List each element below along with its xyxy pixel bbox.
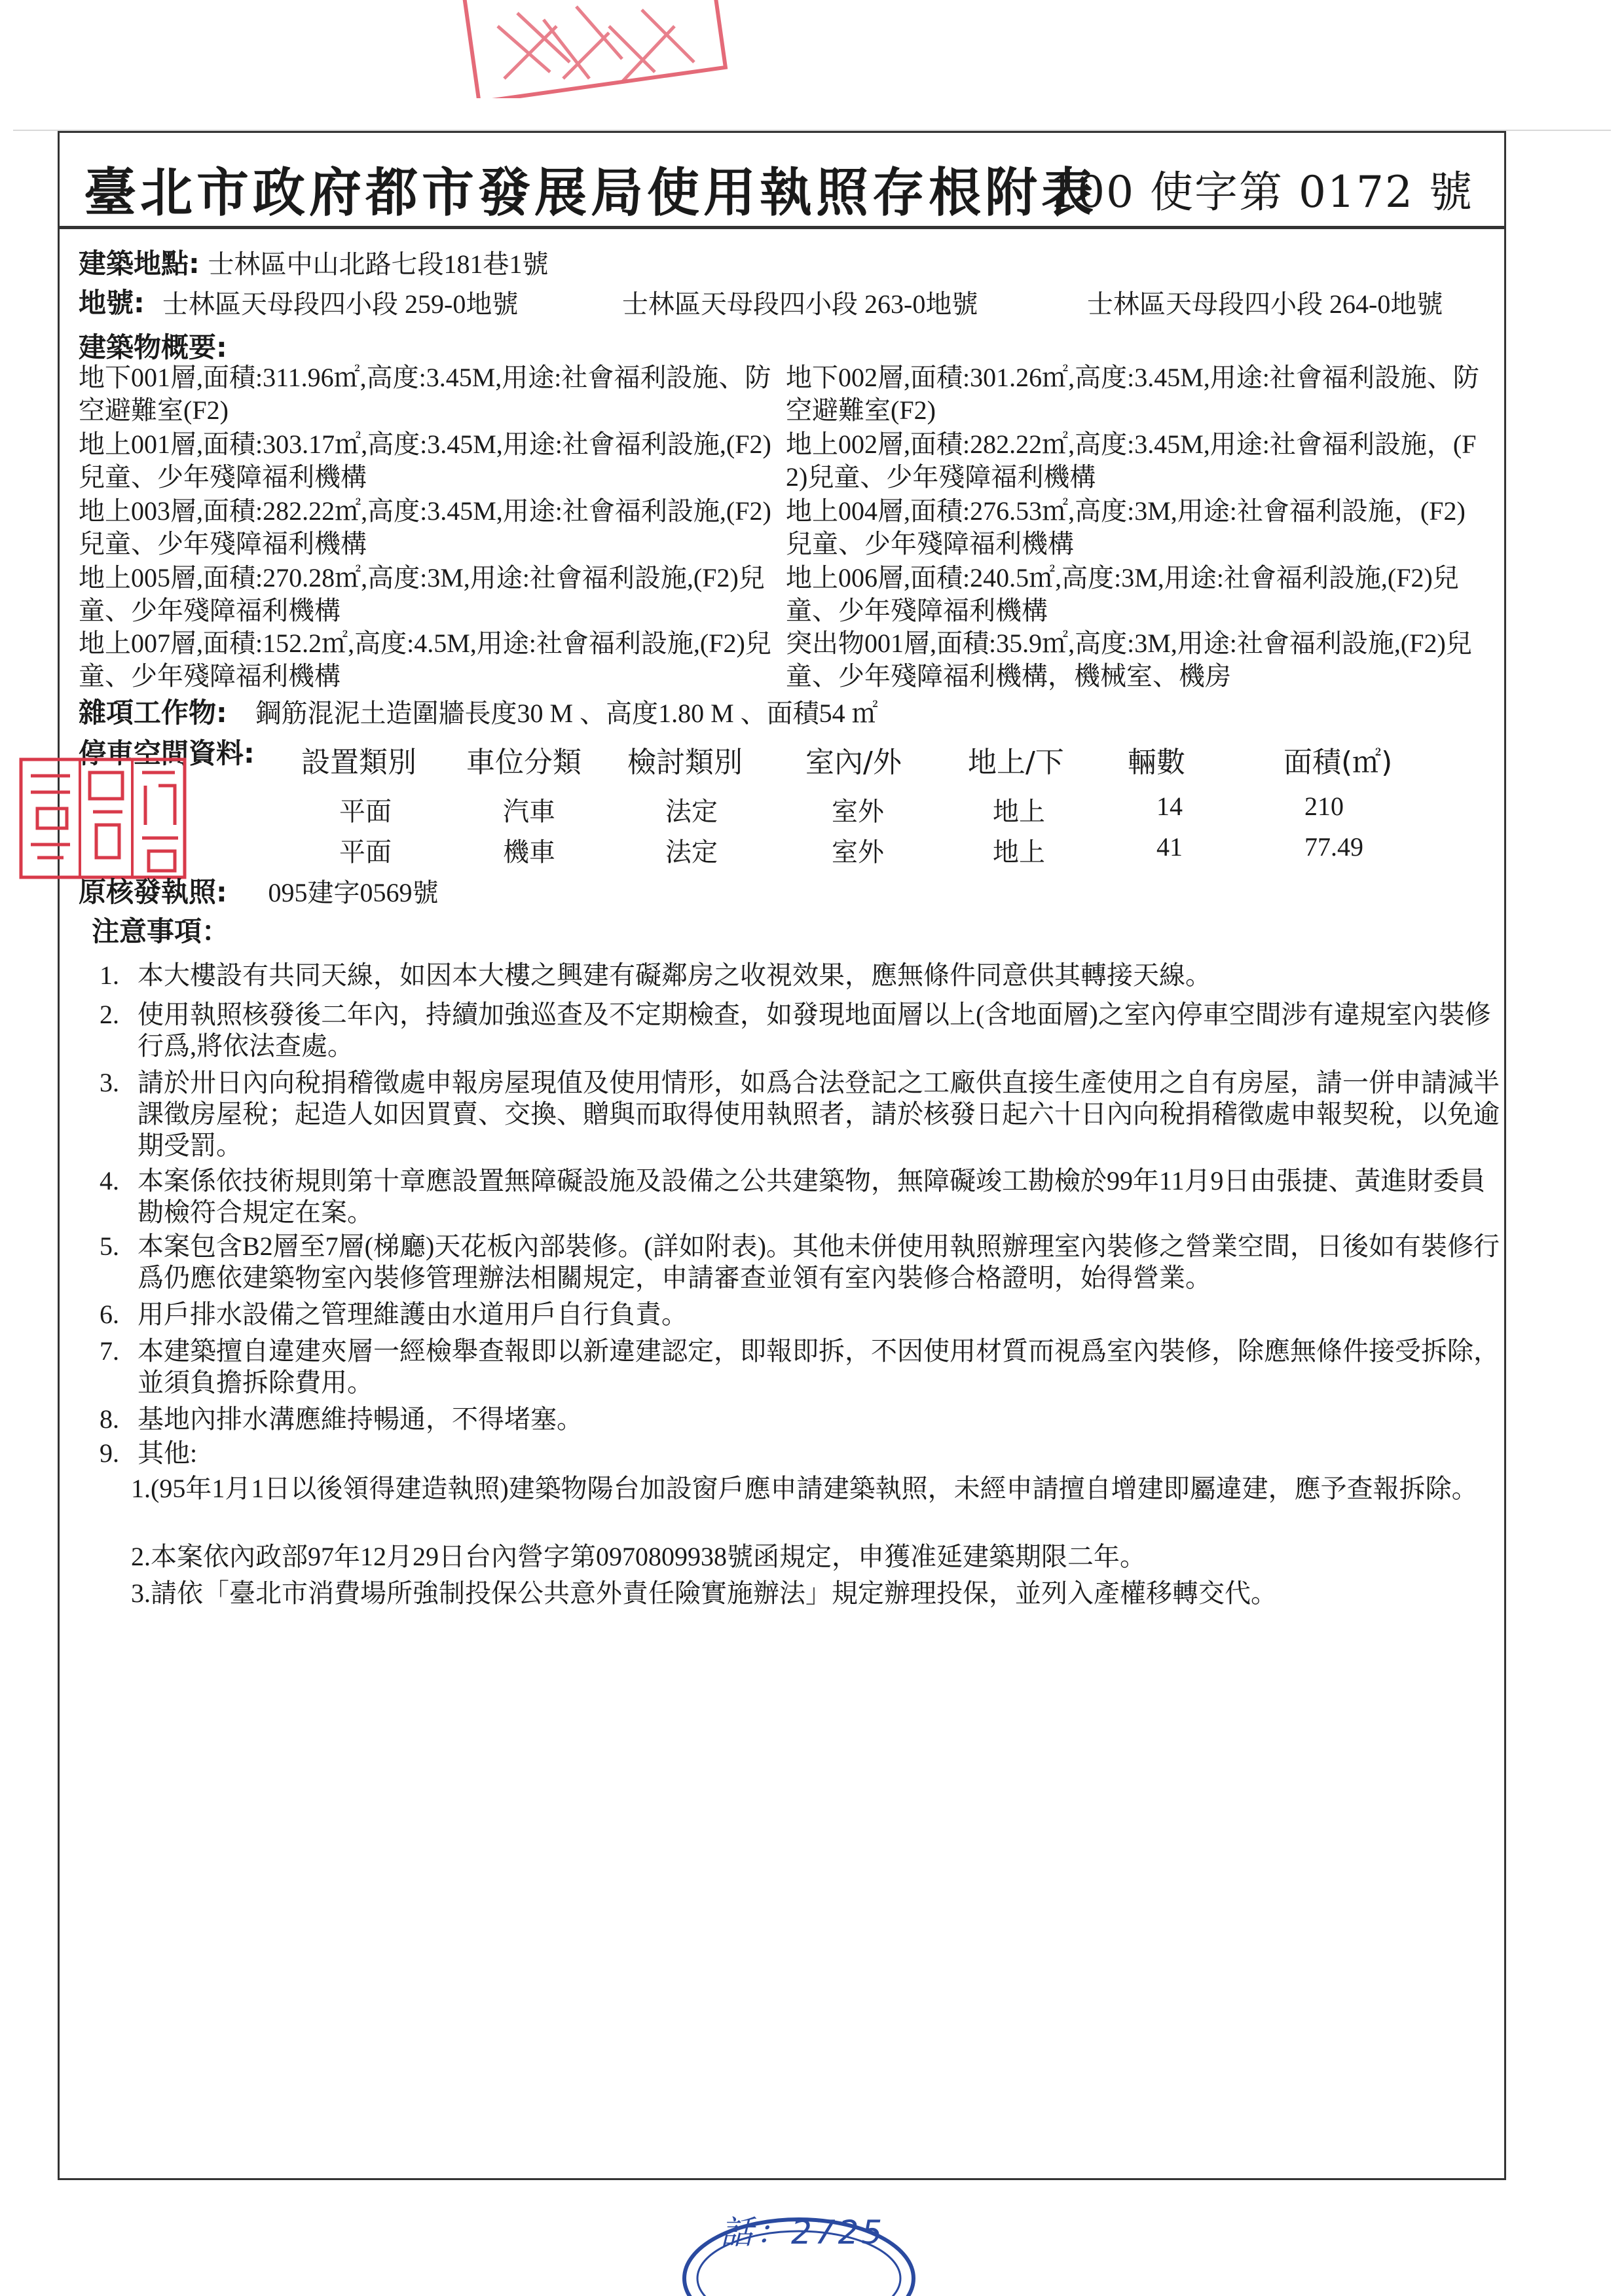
floor-entry-left: 地上001層,面積:303.17㎡,高度:3.45M,用途:社會福利設施,(F2)兒童、少年殘障福利機構 xyxy=(79,429,771,492)
parking-header: 車位分類 xyxy=(466,746,581,779)
note-item xyxy=(100,1299,1501,1330)
note-item xyxy=(100,1067,1501,1161)
red-seal-stamp-top xyxy=(458,0,733,98)
floor-entry-left: 地上007層,面積:152.2㎡,高度:4.5M,用途:社會福利設施,(F2)兒童、少年殘障福利機構 xyxy=(79,629,771,691)
parking-header: 地上/下 xyxy=(968,746,1064,779)
note-text: 用戶排水設備之管理維護由水道用戶自行負責。 xyxy=(138,1300,688,1329)
permit-number: 100 使字第 0172 號 xyxy=(1048,167,1473,217)
parking-cell: 地上 xyxy=(993,797,1045,826)
parking-cell: 法定 xyxy=(665,837,718,867)
note-item xyxy=(100,1438,1501,1469)
note-number: 4. xyxy=(100,1166,119,1195)
parking-cell: 14 xyxy=(1156,792,1183,821)
note-sub-item: 3.請依「臺北市消費場所強制投保公共意外責任險實施辦法」規定辦理投保，並列入產權移轉交代。 xyxy=(131,1578,1277,1608)
floor-entry-left: 地上003層,面積:282.22㎡,高度:3.45M,用途:社會福利設施,(F2)兒童、少年殘障福利機構 xyxy=(79,496,771,558)
note-item xyxy=(100,1336,1501,1398)
parking-cell: 地上 xyxy=(993,837,1045,867)
parking-cell: 室外 xyxy=(832,797,884,826)
site-value: 士林區中山北路七段181巷1號 xyxy=(208,249,549,279)
building-overview-label-row xyxy=(79,333,227,363)
parking-cell: 平面 xyxy=(339,797,392,826)
lots-label: 地號: xyxy=(79,287,145,319)
parking-cell: 汽車 xyxy=(503,797,555,826)
note-number: 5. xyxy=(100,1231,119,1261)
misc-work-value: 鋼筋混泥土造圍牆長度30 M 、高度1.80 M 、面積54 ㎡ xyxy=(255,699,878,728)
note-number: 8. xyxy=(100,1404,119,1434)
note-text: 使用執照核發後二年內，持續加強巡查及不定期檢查，如發現地面層以上(含地面層)之室內停車空間涉有違規室內裝修行爲,將依法查處。 xyxy=(138,1000,1491,1061)
parking-header: 輛數 xyxy=(1128,746,1185,779)
parking-header: 設置類別 xyxy=(301,746,416,779)
note-item xyxy=(100,960,1501,991)
parking-cell: 室外 xyxy=(832,837,884,867)
note-number: 7. xyxy=(100,1336,119,1366)
parking-cell: 210 xyxy=(1304,792,1344,821)
note-item xyxy=(100,1404,1501,1435)
floor-entry-right: 地下002層,面積:301.26㎡,高度:3.45M,用途:社會福利設施、防空避難室(F2) xyxy=(786,363,1479,425)
lot-item: 士林區天母段四小段 259-0地號 xyxy=(162,289,519,319)
lot-item: 士林區天母段四小段 264-0地號 xyxy=(1087,289,1443,319)
building-overview-label: 建築物概要: xyxy=(79,331,227,363)
note-text: 本建築擅自違建夾層一經檢舉查報即以新違建認定，即報即拆，不因使用材質而視爲室內裝修，除應無條件接受拆除，並須負擔拆除費用。 xyxy=(138,1336,1500,1397)
parking-header: 面積(㎡) xyxy=(1283,746,1393,779)
parking-label: 停車空間資料: xyxy=(79,737,255,769)
notes-label: 注意事項： xyxy=(92,915,230,947)
original-permit-row xyxy=(79,877,439,908)
site-label: 建築地點: xyxy=(79,247,200,280)
lot-item: 士林區天母段四小段 263-0地號 xyxy=(622,289,978,319)
note-text: 其他: xyxy=(138,1438,198,1468)
parking-cell: 41 xyxy=(1156,832,1183,862)
lots-label-row xyxy=(79,288,145,319)
note-text: 本案係依技術規則第十章應設置無障礙設施及設備之公共建築物，無障礙竣工勘檢於99年11月9日由張捷、黃進財委員勘檢符合規定在案。 xyxy=(138,1166,1486,1227)
note-item xyxy=(100,1165,1501,1228)
red-seal-stamp-left xyxy=(14,753,191,884)
note-number: 9. xyxy=(100,1438,119,1468)
floor-entry-right: 地上004層,面積:276.53㎡,高度:3M,用途:社會福利設施，(F2)兒童、少年殘障福利機構 xyxy=(786,496,1466,558)
note-text: 請於卅日內向稅捐稽徵處申報房屋現值及使用情形，如爲合法登記之工廠供直接生產使用之自有房屋，請一併申請減半課徵房屋稅；起造人如因買賣、交換、贈與而取得使用執照者，請於核發日起六十日內向稅捐稽徵處申報契稅，以免逾期受罰。 xyxy=(138,1068,1500,1160)
parking-header: 檢討類別 xyxy=(627,746,743,779)
note-number: 3. xyxy=(100,1068,119,1097)
notes-label-row xyxy=(92,917,229,947)
note-text: 本大樓設有共同天線，如因本大樓之興建有礙鄰房之收視效果，應無條件同意供其轉接天線。 xyxy=(138,960,1211,990)
note-text: 本案包含B2層至7層(梯廳)天花板內部裝修。(詳如附表)。其他未併使用執照辦理室內裝修之營業空間，日後如有裝修行爲仍應依建築物室內裝修管理辦法相關規定，申請審查並領有室內裝修合格證明，始得營業。 xyxy=(138,1231,1500,1292)
note-item xyxy=(100,999,1501,1062)
note-number: 2. xyxy=(100,1000,119,1029)
parking-cell: 77.49 xyxy=(1304,832,1363,862)
misc-work-label: 雜項工作物: xyxy=(79,697,227,729)
note-sub-item: 1.(95年1月1日以後領得建造執照)建築物陽台加設窗戶應申請建築執照，未經申請擅自增建即屬違建，應予查報拆除。 xyxy=(131,1474,1478,1503)
document-title: 臺北市政府都市發展局使用執照存根附表 xyxy=(84,162,1098,223)
stamp-bottom-text: 話：2725 xyxy=(720,2214,885,2251)
floor-entry-left: 地上005層,面積:270.28㎡,高度:3M,用途:社會福利設施,(F2)兒童、少年殘障福利機構 xyxy=(79,563,765,625)
parking-cell: 平面 xyxy=(339,837,392,867)
floor-entry-right: 地上002層,面積:282.22㎡,高度:3.45M,用途:社會福利設施，(F2)兒童、少年殘障福利機構 xyxy=(786,429,1477,492)
original-permit-label: 原核發執照: xyxy=(79,876,227,908)
original-permit-value: 095建字0569號 xyxy=(268,878,439,907)
note-number: 6. xyxy=(100,1300,119,1329)
note-number: 1. xyxy=(100,960,119,990)
site-row xyxy=(79,249,549,280)
title-band xyxy=(58,131,1506,229)
parking-cell: 機車 xyxy=(503,837,555,867)
note-sub-item: 2.本案依內政部97年12月29日台內營字第0970809938號函規定，申獲准延建築期限二年。 xyxy=(131,1542,1146,1571)
note-item xyxy=(100,1231,1501,1294)
parking-header: 室內/外 xyxy=(805,746,902,779)
floor-entry-right: 突出物001層,面積:35.9㎡,高度:3M,用途:社會福利設施,(F2)兒童、少年殘障福利機構，機械室、機房 xyxy=(786,629,1472,691)
floor-entry-right: 地上006層,面積:240.5㎡,高度:3M,用途:社會福利設施,(F2)兒童、少年殘障福利機構 xyxy=(786,563,1459,625)
parking-cell: 法定 xyxy=(665,797,718,826)
misc-work-row xyxy=(79,698,878,729)
floor-entry-left: 地下001層,面積:311.96㎡,高度:3.45M,用途:社會福利設施、防空避難室(F2) xyxy=(79,363,771,425)
note-text: 基地內排水溝應維持暢通，不得堵塞。 xyxy=(138,1404,583,1434)
